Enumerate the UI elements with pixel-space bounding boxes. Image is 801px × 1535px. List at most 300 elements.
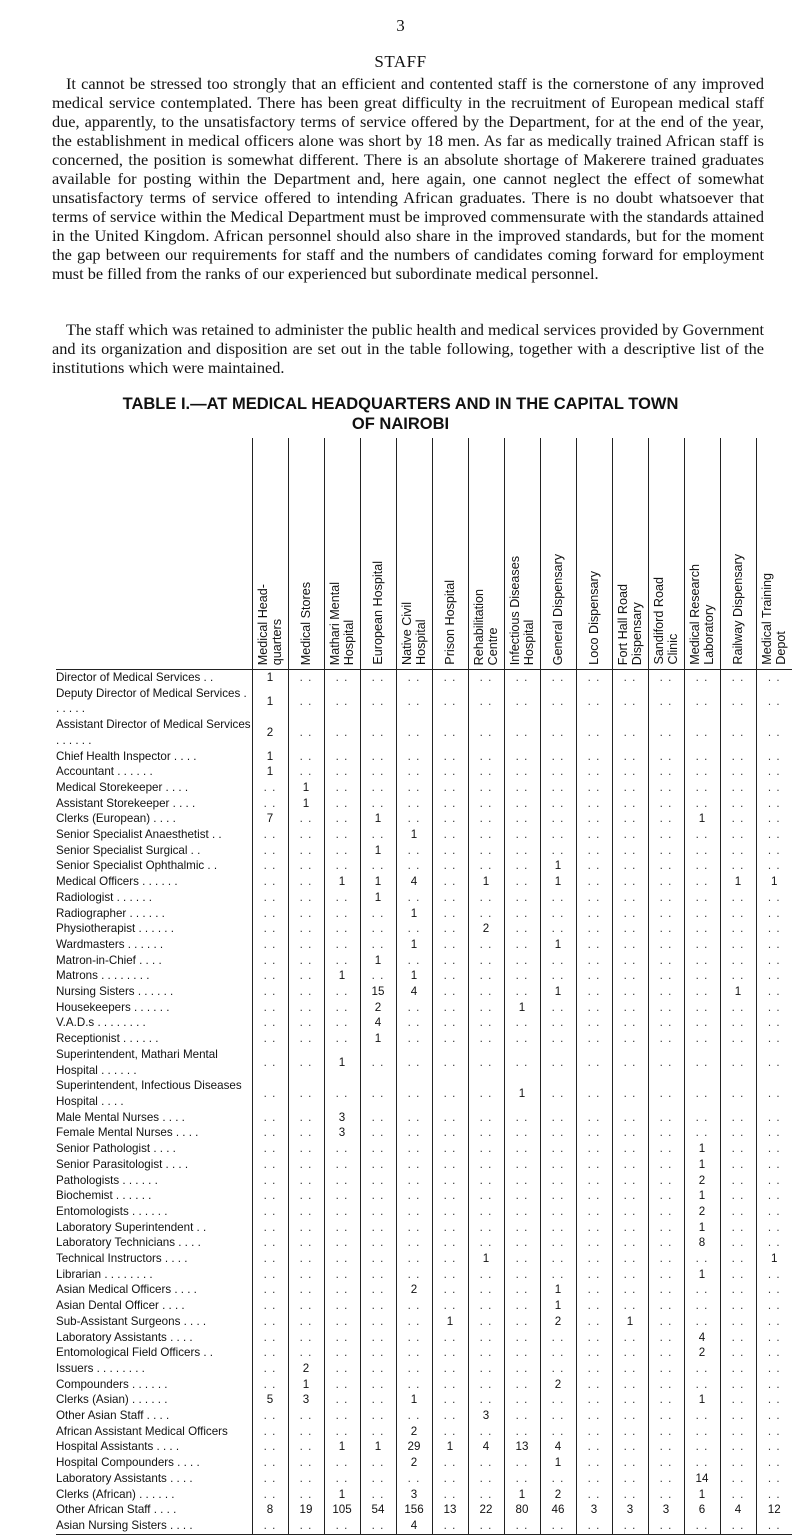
table-cell <box>288 1235 324 1251</box>
empty-cell-dots: . . <box>407 1377 421 1391</box>
table-cell <box>576 1377 612 1393</box>
column-header <box>684 438 720 670</box>
table-cell <box>684 686 720 717</box>
empty-cell-dots: . . <box>551 843 565 857</box>
empty-cell-dots: . . <box>371 937 385 951</box>
table-cell <box>756 1031 792 1047</box>
empty-cell-dots: . . <box>263 1518 277 1532</box>
table-cell <box>756 1173 792 1189</box>
empty-cell-dots: . . <box>515 843 529 857</box>
empty-cell-dots: . . <box>515 1314 529 1328</box>
table-cell <box>720 1157 756 1173</box>
table-cell <box>504 1345 540 1361</box>
table-cell <box>288 1487 324 1503</box>
empty-cell-dots: . . <box>299 906 313 920</box>
table-cell <box>432 670 468 686</box>
table-cell <box>360 906 396 922</box>
empty-cell-dots: . . <box>731 1456 745 1470</box>
table-cell <box>504 1330 540 1346</box>
table-cell: 1 <box>540 1282 576 1298</box>
table-cell <box>252 1330 288 1346</box>
empty-cell-dots: . . <box>335 780 349 794</box>
table-cell: 3 <box>468 1408 504 1424</box>
table-cell <box>252 953 288 969</box>
table-cell <box>756 1110 792 1126</box>
table-cell <box>504 984 540 1000</box>
table-cell <box>396 796 432 812</box>
empty-cell-dots: . . <box>659 1283 673 1297</box>
empty-cell-dots: . . <box>551 749 565 763</box>
table-cell <box>576 1298 612 1314</box>
table-cell <box>360 1110 396 1126</box>
empty-cell-dots: . . <box>335 749 349 763</box>
table-cell <box>288 1078 324 1109</box>
empty-cell-dots: . . <box>659 1142 673 1156</box>
table-cell <box>468 1157 504 1173</box>
empty-cell-dots: . . <box>731 1087 745 1101</box>
table-cell: 3 <box>396 1487 432 1503</box>
row-label: Female Mental Nurses . . . . <box>56 1126 199 1140</box>
table-cell <box>576 890 612 906</box>
empty-cell-dots: . . <box>659 780 673 794</box>
table-cell <box>468 890 504 906</box>
table-cell <box>396 780 432 796</box>
column-header-label: Mathari Mental Hospital <box>328 581 356 665</box>
table-cell: 1 <box>252 749 288 765</box>
empty-cell-dots: . . <box>623 906 637 920</box>
empty-cell-dots: . . <box>443 1409 457 1423</box>
table-cell <box>252 1267 288 1283</box>
empty-cell-dots: . . <box>371 1157 385 1171</box>
table-cell <box>540 1173 576 1189</box>
empty-cell-dots: . . <box>623 1377 637 1391</box>
empty-cell-dots: . . <box>515 1424 529 1438</box>
table-cell <box>540 1015 576 1031</box>
table-cell <box>504 1267 540 1283</box>
table-row <box>56 1518 792 1534</box>
empty-cell-dots: . . <box>695 906 709 920</box>
table-row <box>56 1361 792 1377</box>
table-cell <box>324 858 360 874</box>
table-cell <box>288 1220 324 1236</box>
empty-cell-dots: . . <box>515 1252 529 1266</box>
table-cell <box>612 1251 648 1267</box>
empty-cell-dots: . . <box>551 1087 565 1101</box>
empty-cell-dots: . . <box>335 1346 349 1360</box>
table-cell <box>324 906 360 922</box>
table-cell <box>432 717 468 748</box>
empty-cell-dots: . . <box>767 1267 781 1281</box>
empty-cell-dots: . . <box>767 1314 781 1328</box>
empty-cell-dots: . . <box>263 1283 277 1297</box>
empty-cell-dots: . . <box>587 1424 601 1438</box>
empty-cell-dots: . . <box>695 890 709 904</box>
table-cell <box>504 1188 540 1204</box>
empty-cell-dots: . . <box>659 985 673 999</box>
empty-cell-dots: . . <box>731 859 745 873</box>
table-cell <box>432 796 468 812</box>
table-cell <box>756 749 792 765</box>
table-row <box>56 764 792 780</box>
table-cell <box>432 749 468 765</box>
table-cell: 15 <box>360 984 396 1000</box>
empty-cell-dots: . . <box>371 1126 385 1140</box>
table-row <box>56 1188 792 1204</box>
empty-cell-dots: . . <box>515 1204 529 1218</box>
empty-cell-dots: . . <box>371 1173 385 1187</box>
table-cell <box>504 1047 540 1078</box>
empty-cell-dots: . . <box>767 1220 781 1234</box>
table-cell <box>540 780 576 796</box>
table-cell <box>468 1188 504 1204</box>
empty-cell-dots: . . <box>479 1055 493 1069</box>
table-cell: 4 <box>396 874 432 890</box>
empty-cell-dots: . . <box>371 1471 385 1485</box>
empty-cell-dots: . . <box>299 749 313 763</box>
table-cell: 1 <box>360 953 396 969</box>
empty-cell-dots: . . <box>551 780 565 794</box>
empty-cell-dots: . . <box>587 1000 601 1014</box>
table-cell <box>648 717 684 748</box>
empty-cell-dots: . . <box>659 1016 673 1030</box>
table-cell <box>648 906 684 922</box>
empty-cell-dots: . . <box>695 985 709 999</box>
empty-cell-dots: . . <box>479 1377 493 1391</box>
table-cell <box>648 1267 684 1283</box>
table-cell <box>540 953 576 969</box>
table-cell <box>432 1000 468 1016</box>
table-cell: 6 <box>684 1502 720 1518</box>
table-cell: 1 <box>396 968 432 984</box>
table-cell: 3 <box>324 1125 360 1141</box>
empty-cell-dots: . . <box>515 671 529 684</box>
column-header-label: Loco Dispensary <box>587 571 601 665</box>
table-cell <box>432 780 468 796</box>
table-cell <box>720 749 756 765</box>
table-cell <box>612 1157 648 1173</box>
table-cell <box>720 937 756 953</box>
empty-cell-dots: . . <box>299 725 313 739</box>
table-cell <box>288 1031 324 1047</box>
row-label: Radiographer . . . . . . <box>56 906 165 920</box>
empty-cell-dots: . . <box>335 1471 349 1485</box>
empty-cell-dots: . . <box>479 969 493 983</box>
empty-cell-dots: . . <box>515 875 529 889</box>
empty-cell-dots: . . <box>767 1032 781 1046</box>
table-cell <box>756 670 792 686</box>
empty-cell-dots: . . <box>371 1377 385 1391</box>
empty-cell-dots: . . <box>659 859 673 873</box>
table-cell <box>288 1141 324 1157</box>
empty-cell-dots: . . <box>731 1314 745 1328</box>
row-label: Clerks (Asian) . . . . . . <box>56 1393 168 1407</box>
table-cell <box>504 827 540 843</box>
table-cell: 2 <box>540 1487 576 1503</box>
table-cell <box>684 843 720 859</box>
empty-cell-dots: . . <box>659 1299 673 1313</box>
empty-cell-dots: . . <box>587 725 601 739</box>
empty-cell-dots: . . <box>659 1518 673 1532</box>
empty-cell-dots: . . <box>587 937 601 951</box>
empty-cell-dots: . . <box>299 922 313 936</box>
table-cell <box>324 1188 360 1204</box>
empty-cell-dots: . . <box>263 1456 277 1470</box>
table-cell <box>576 1471 612 1487</box>
empty-cell-dots: . . <box>479 1126 493 1140</box>
table-cell: 1 <box>684 1267 720 1283</box>
column-header <box>324 438 360 670</box>
empty-cell-dots: . . <box>695 765 709 779</box>
empty-cell-dots: . . <box>263 1487 277 1501</box>
empty-cell-dots: . . <box>443 1424 457 1438</box>
empty-cell-dots: . . <box>731 1142 745 1156</box>
table-row <box>56 1110 792 1126</box>
table-cell <box>648 1110 684 1126</box>
empty-cell-dots: . . <box>443 1055 457 1069</box>
empty-cell-dots: . . <box>659 1346 673 1360</box>
table-cell <box>324 1314 360 1330</box>
row-label: V.A.D.s . . . . . . . . <box>56 1016 146 1030</box>
table-cell <box>756 1047 792 1078</box>
table-cell <box>252 1455 288 1471</box>
empty-cell-dots: . . <box>443 694 457 708</box>
table-cell <box>756 764 792 780</box>
empty-cell-dots: . . <box>299 1518 313 1532</box>
empty-cell-dots: . . <box>479 1032 493 1046</box>
column-header-label: General Dispensary <box>551 553 565 665</box>
table-row <box>56 1015 792 1031</box>
table-cell <box>468 780 504 796</box>
table-cell: 19 <box>288 1502 324 1518</box>
empty-cell-dots: . . <box>515 1173 529 1187</box>
row-label: Laboratory Superintendent . . <box>56 1220 207 1234</box>
table-cell <box>504 1471 540 1487</box>
table-cell <box>468 1377 504 1393</box>
table-cell <box>252 906 288 922</box>
table-cell <box>324 890 360 906</box>
table-cell <box>324 1408 360 1424</box>
empty-cell-dots: . . <box>659 1393 673 1407</box>
row-label: Receptionist . . . . . . <box>56 1032 159 1046</box>
empty-cell-dots: . . <box>371 1055 385 1069</box>
table-cell: 156 <box>396 1502 432 1518</box>
empty-cell-dots: . . <box>407 1471 421 1485</box>
table-cell <box>504 1282 540 1298</box>
empty-cell-dots: . . <box>659 1236 673 1250</box>
empty-cell-dots: . . <box>371 1220 385 1234</box>
empty-cell-dots: . . <box>335 1424 349 1438</box>
empty-cell-dots: . . <box>299 875 313 889</box>
table-cell: 1 <box>504 1487 540 1503</box>
table-cell <box>540 1518 576 1534</box>
empty-cell-dots: . . <box>731 1330 745 1344</box>
empty-cell-dots: . . <box>515 725 529 739</box>
empty-cell-dots: . . <box>731 1126 745 1140</box>
table-cell <box>396 1078 432 1109</box>
table-cell <box>612 1204 648 1220</box>
table-cell <box>468 1345 504 1361</box>
empty-cell-dots: . . <box>587 1487 601 1501</box>
table-cell <box>684 1518 720 1534</box>
row-label: Senior Specialist Ophthalmic . . <box>56 859 218 873</box>
empty-cell-dots: . . <box>299 765 313 779</box>
table-cell <box>576 1188 612 1204</box>
empty-cell-dots: . . <box>731 1471 745 1485</box>
empty-cell-dots: . . <box>659 671 673 684</box>
table-cell <box>612 717 648 748</box>
table-cell <box>324 953 360 969</box>
table-cell <box>432 811 468 827</box>
empty-cell-dots: . . <box>551 812 565 826</box>
empty-cell-dots: . . <box>767 694 781 708</box>
table-cell <box>360 764 396 780</box>
table-cell <box>504 921 540 937</box>
table-cell <box>684 1314 720 1330</box>
empty-cell-dots: . . <box>263 922 277 936</box>
empty-cell-dots: . . <box>407 1173 421 1187</box>
table-cell <box>432 843 468 859</box>
table-cell: 1 <box>396 1392 432 1408</box>
table-cell <box>756 1314 792 1330</box>
table-cell <box>324 764 360 780</box>
table-cell <box>756 1424 792 1440</box>
table-cell: 1 <box>288 1377 324 1393</box>
empty-cell-dots: . . <box>515 1032 529 1046</box>
empty-cell-dots: . . <box>299 1283 313 1297</box>
table-cell <box>720 1439 756 1455</box>
empty-cell-dots: . . <box>479 1471 493 1485</box>
table-cell <box>576 1157 612 1173</box>
table-cell: 1 <box>504 1078 540 1109</box>
table-cell <box>684 1298 720 1314</box>
table-cell <box>720 890 756 906</box>
row-label: Male Mental Nurses . . . . <box>56 1110 185 1124</box>
empty-cell-dots: . . <box>443 890 457 904</box>
table-cell: 2 <box>396 1455 432 1471</box>
table-cell <box>504 906 540 922</box>
table-cell <box>468 1487 504 1503</box>
empty-cell-dots: . . <box>263 1236 277 1250</box>
table-cell <box>648 764 684 780</box>
table-cell <box>612 1078 648 1109</box>
empty-cell-dots: . . <box>623 780 637 794</box>
empty-cell-dots: . . <box>479 843 493 857</box>
empty-cell-dots: . . <box>659 812 673 826</box>
empty-cell-dots: . . <box>731 725 745 739</box>
row-label: Laboratory Assistants . . . . <box>56 1471 193 1485</box>
empty-cell-dots: . . <box>263 1000 277 1014</box>
empty-cell-dots: . . <box>479 1110 493 1124</box>
empty-cell-dots: . . <box>443 828 457 842</box>
empty-cell-dots: . . <box>407 671 421 684</box>
table-cell <box>288 1047 324 1078</box>
table-cell <box>756 827 792 843</box>
empty-cell-dots: . . <box>623 1032 637 1046</box>
table-cell <box>252 1471 288 1487</box>
column-header-label: Prison Hospital <box>443 580 457 665</box>
empty-cell-dots: . . <box>659 1173 673 1187</box>
table-cell: 1 <box>288 780 324 796</box>
empty-cell-dots: . . <box>551 1189 565 1203</box>
table-cell <box>684 1361 720 1377</box>
empty-cell-dots: . . <box>515 765 529 779</box>
empty-cell-dots: . . <box>299 1055 313 1069</box>
empty-cell-dots: . . <box>623 1087 637 1101</box>
empty-cell-dots: . . <box>335 1173 349 1187</box>
table-cell <box>576 1345 612 1361</box>
empty-cell-dots: . . <box>731 922 745 936</box>
empty-cell-dots: . . <box>263 859 277 873</box>
empty-cell-dots: . . <box>407 890 421 904</box>
row-label: African Assistant Medical Officers <box>56 1424 228 1438</box>
empty-cell-dots: . . <box>767 1393 781 1407</box>
empty-cell-dots: . . <box>479 1236 493 1250</box>
empty-cell-dots: . . <box>515 937 529 951</box>
table-cell <box>576 1204 612 1220</box>
table-cell <box>324 1141 360 1157</box>
empty-cell-dots: . . <box>335 937 349 951</box>
empty-cell-dots: . . <box>731 828 745 842</box>
table-cell <box>396 686 432 717</box>
empty-cell-dots: . . <box>587 1032 601 1046</box>
empty-cell-dots: . . <box>587 1361 601 1375</box>
table-cell <box>288 890 324 906</box>
table-cell: 1 <box>684 811 720 827</box>
empty-cell-dots: . . <box>407 1110 421 1124</box>
table-cell <box>360 1314 396 1330</box>
table-cell: 3 <box>648 1502 684 1518</box>
empty-cell-dots: . . <box>623 671 637 684</box>
empty-cell-dots: . . <box>551 725 565 739</box>
table-cell <box>432 1487 468 1503</box>
column-header <box>468 438 504 670</box>
table-cell <box>288 1188 324 1204</box>
table-cell <box>468 764 504 780</box>
empty-cell-dots: . . <box>587 1189 601 1203</box>
table-cell <box>720 1125 756 1141</box>
table-cell <box>504 1015 540 1031</box>
empty-cell-dots: . . <box>263 1409 277 1423</box>
table-cell <box>324 780 360 796</box>
table-cell <box>756 1204 792 1220</box>
table-cell <box>360 1251 396 1267</box>
empty-cell-dots: . . <box>443 1252 457 1266</box>
empty-cell-dots: . . <box>731 969 745 983</box>
empty-cell-dots: . . <box>335 1330 349 1344</box>
table-row <box>56 1345 792 1361</box>
table-cell <box>540 764 576 780</box>
empty-cell-dots: . . <box>515 969 529 983</box>
row-label: Compounders . . . . . . <box>56 1377 168 1391</box>
table-cell: 4 <box>396 984 432 1000</box>
table-cell <box>576 1220 612 1236</box>
empty-cell-dots: . . <box>371 1456 385 1470</box>
table-cell <box>504 764 540 780</box>
table-cell: 13 <box>504 1439 540 1455</box>
empty-cell-dots: . . <box>623 765 637 779</box>
table-cell <box>756 1125 792 1141</box>
table-cell <box>396 1314 432 1330</box>
table-cell <box>648 1141 684 1157</box>
table-cell <box>252 1408 288 1424</box>
empty-cell-dots: . . <box>659 1377 673 1391</box>
table-cell <box>648 843 684 859</box>
empty-cell-dots: . . <box>551 1032 565 1046</box>
table-cell <box>396 670 432 686</box>
table-row <box>56 780 792 796</box>
table-cell <box>252 843 288 859</box>
table-cell <box>324 1031 360 1047</box>
